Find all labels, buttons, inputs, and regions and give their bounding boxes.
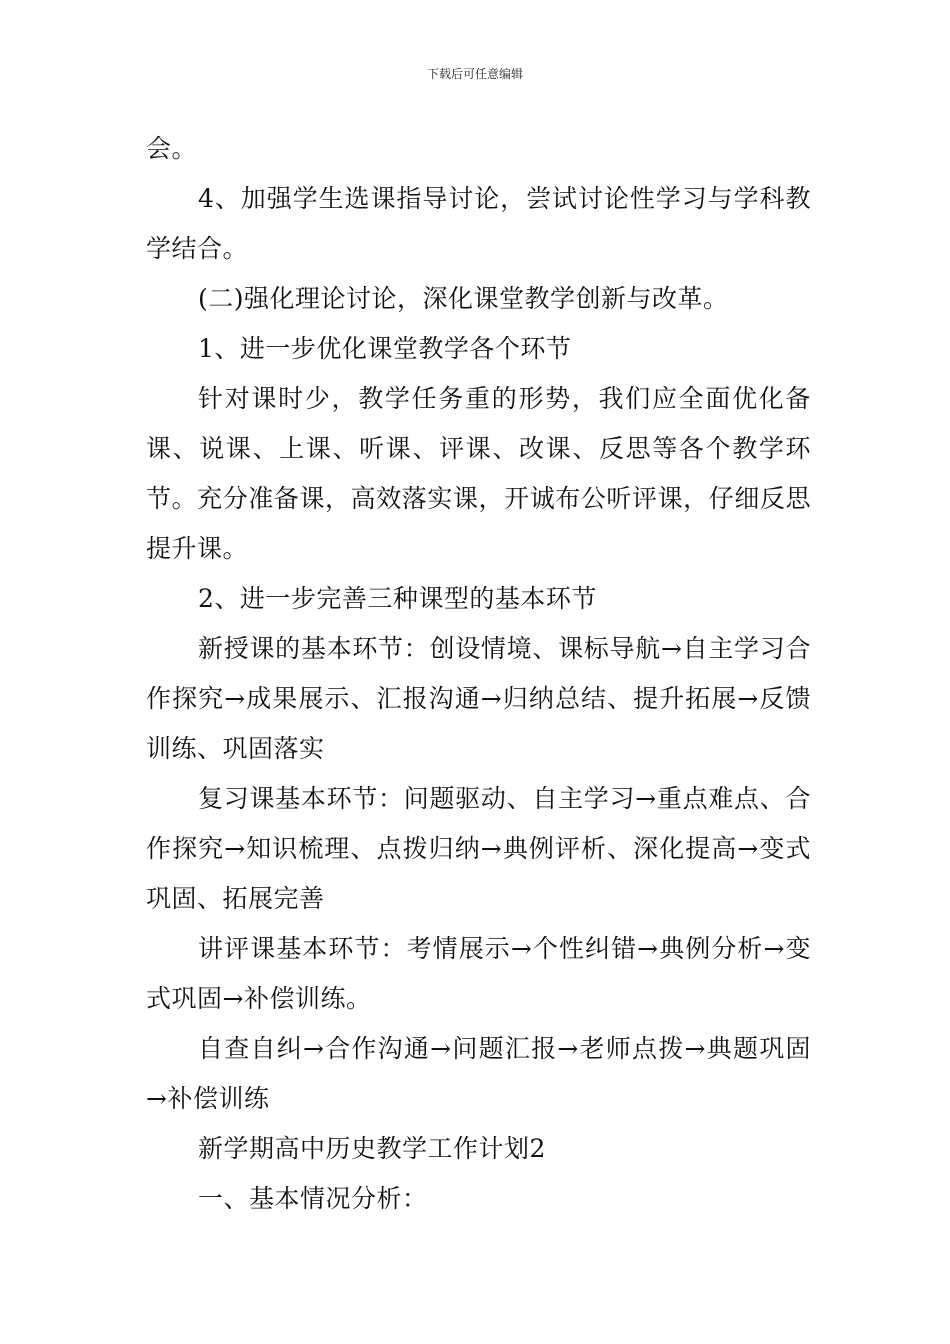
paragraph-optimize: 针对课时少，教学任务重的形势，我们应全面优化备课、说课、上课、听课、评课、改课、反思等各个教学环节。充分准备课，高效落实课，开诚布公听评课，仔细反思提升课。 [146,384,811,563]
document-title-2: 新学期高中历史教学工作计划2 [198,1134,546,1163]
paragraph-review-lesson: 复习课基本环节：问题驱动、自主学习→重点难点、合作探究→知识梳理、点拨归纳→典例评析、深化提高→变式巩固、拓展完善 [146,784,811,913]
subheading-1: 1、进一步优化课堂教学各个环节 [198,334,572,363]
paragraph-evaluation-lesson: 讲评课基本环节：考情展示→个性纠错→典例分析→变式巩固→补偿训练。 [146,934,811,1013]
page-header: 下载后可任意编辑 [426,67,523,81]
section-heading-2: (二)强化理论讨论，深化课堂教学创新与改革。 [198,284,729,313]
section-heading-basic: 一、基本情况分析： [198,1184,428,1213]
document-body [146,124,811,1224]
paragraph-self-check: 自查自纠→合作沟通→问题汇报→老师点拨→典题巩固→补偿训练 [146,1034,811,1113]
paragraph-continuation: 会。 [146,134,198,163]
paragraph-item-4: 4、加强学生选课指导讨论，尝试讨论性学习与学科教学结合。 [146,184,811,263]
subheading-2: 2、进一步完善三种课型的基本环节 [198,584,597,613]
paragraph-new-lesson: 新授课的基本环节：创设情境、课标导航→自主学习合作探究→成果展示、汇报沟通→归纳总结、提升拓展→反馈训练、巩固落实 [146,634,811,763]
